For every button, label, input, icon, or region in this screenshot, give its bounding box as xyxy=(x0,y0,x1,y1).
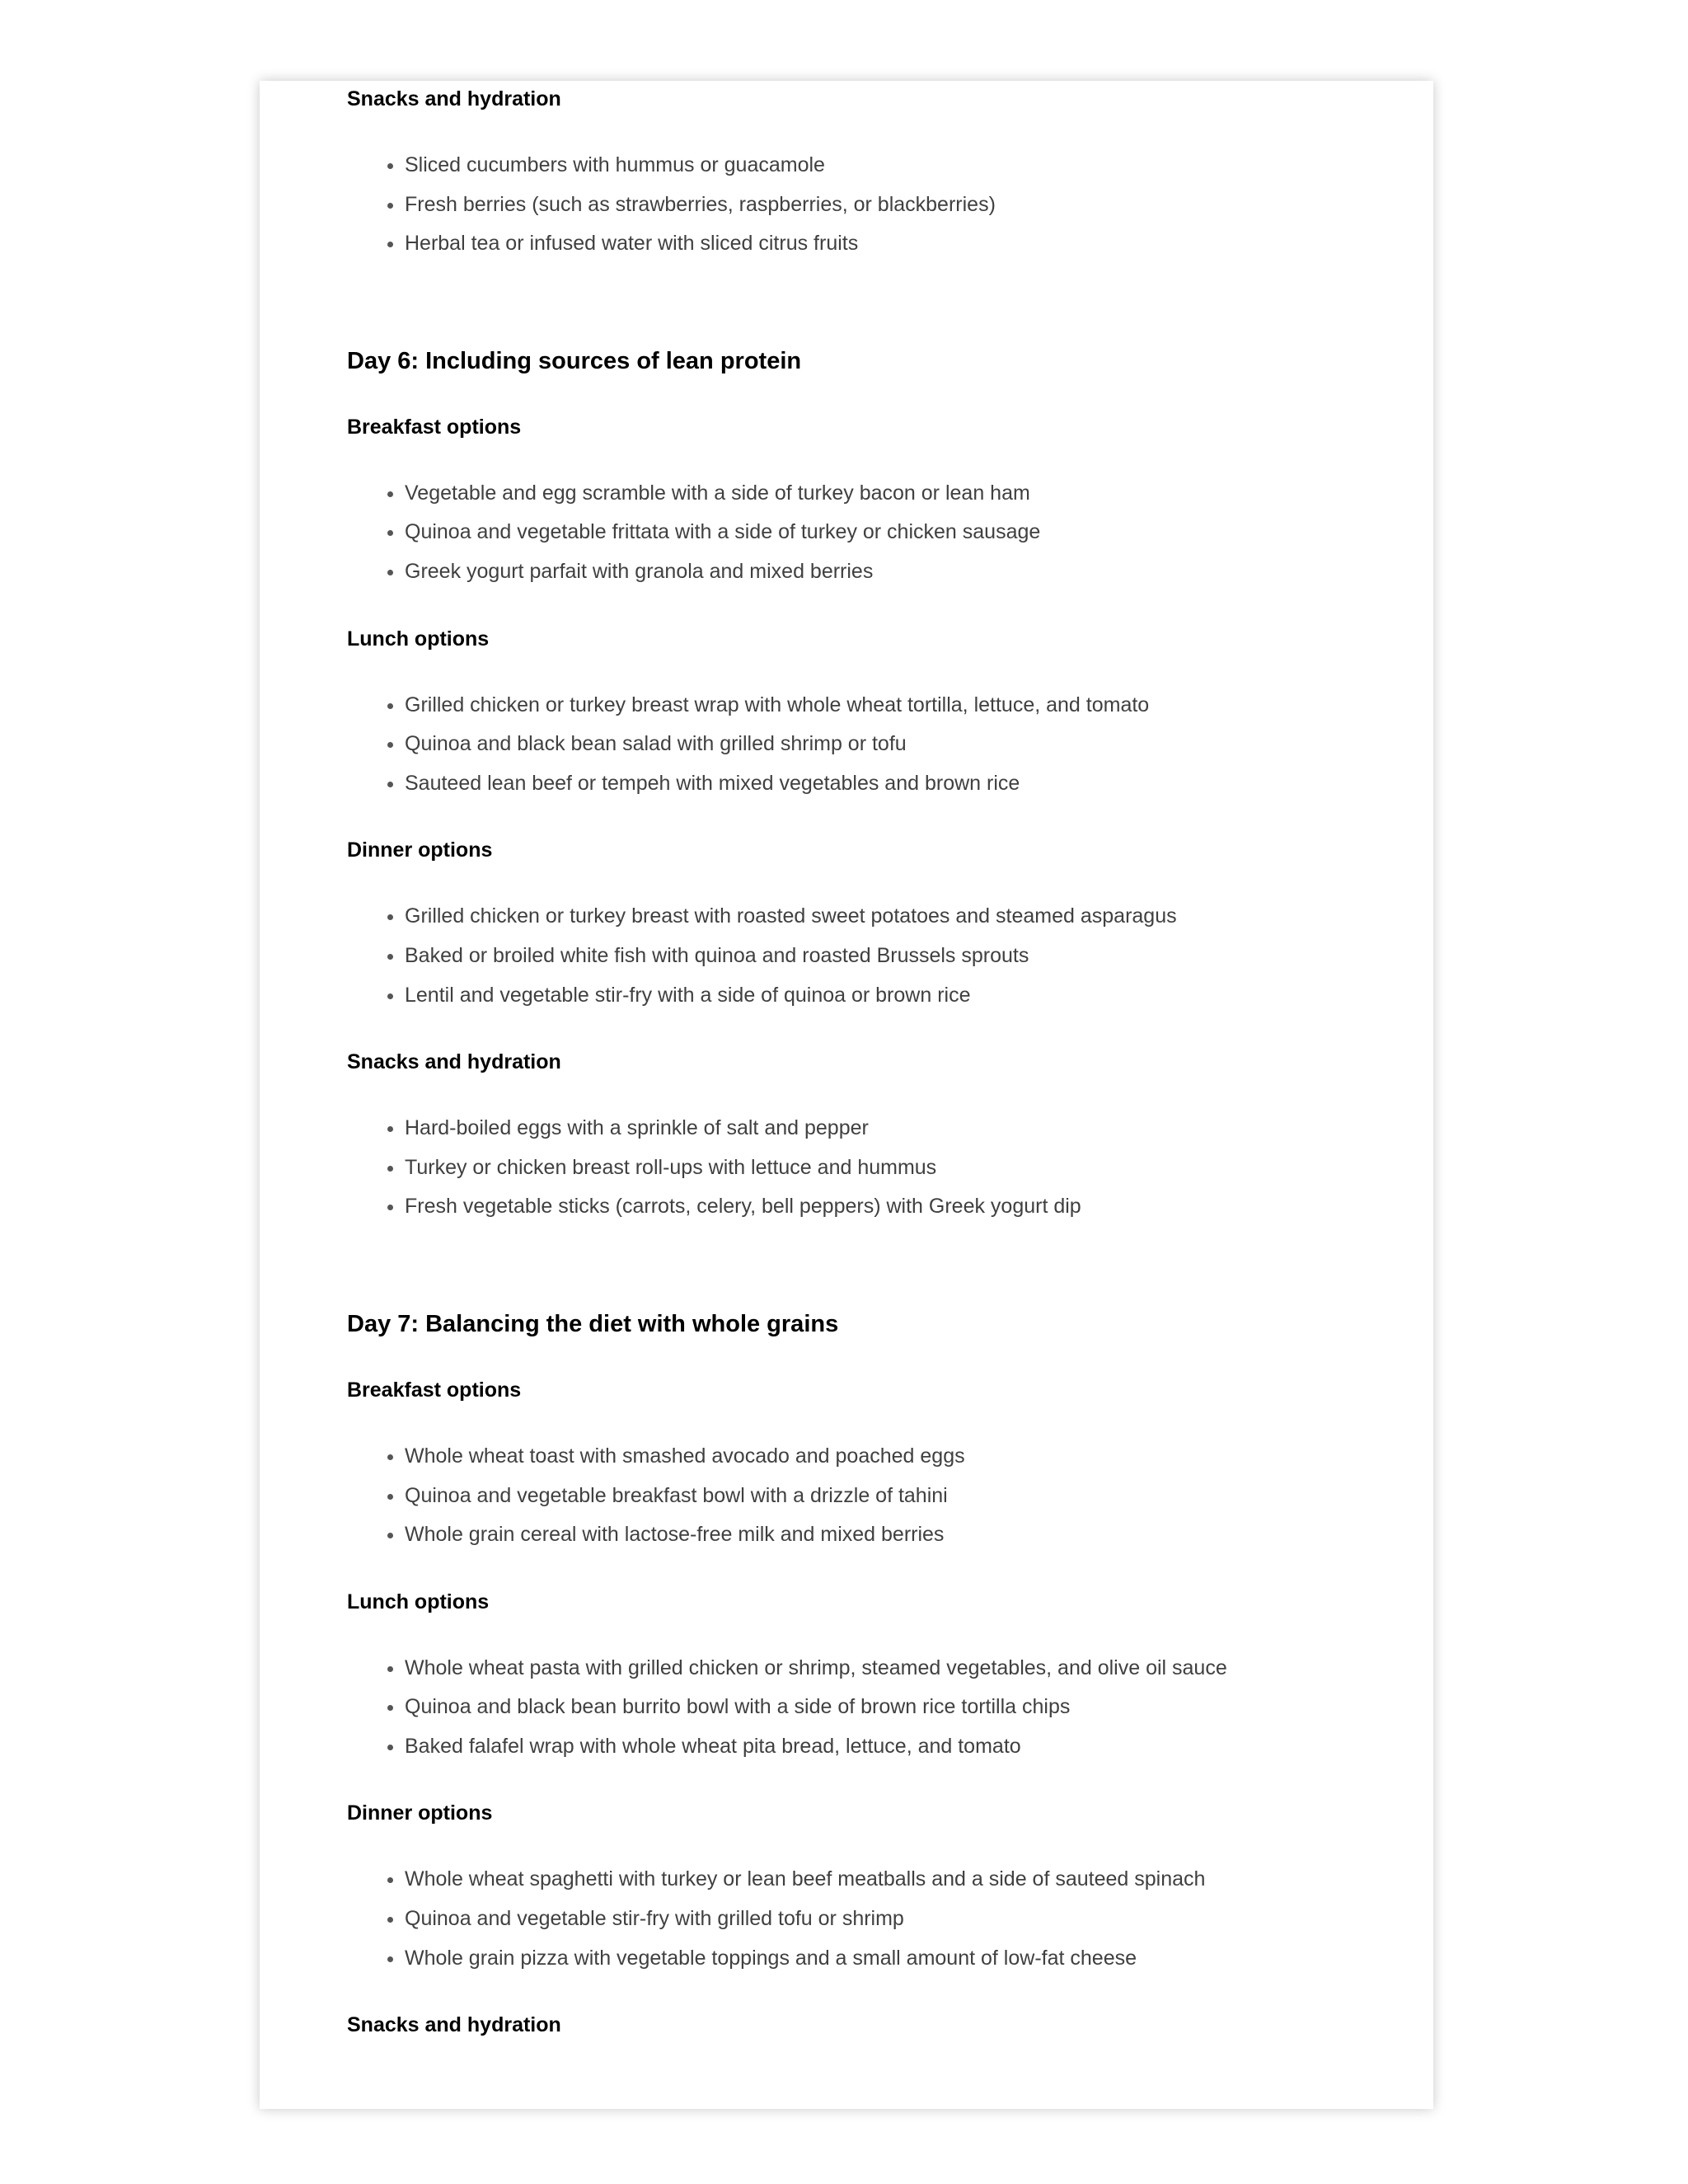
list-breakfast xyxy=(347,1437,1377,1555)
list-dinner xyxy=(347,1860,1377,1978)
list-item: • Herbal tea or infused water with sliced citrus fruits xyxy=(405,224,1377,264)
list-item: • Quinoa and vegetable breakfast bowl with a drizzle of tahini xyxy=(405,1477,1377,1516)
list-item: • Fresh vegetable sticks (carrots, celery, bell peppers) with Greek yogurt dip xyxy=(405,1187,1377,1227)
list-item: • Sauteed lean beef or tempeh with mixed vegetables and brown rice xyxy=(405,764,1377,804)
list-breakfast xyxy=(347,474,1377,592)
list-item: • Greek yogurt parfait with granola and mixed berries xyxy=(405,552,1377,592)
list-item: • Fresh berries (such as strawberries, raspberries, or blackberries) xyxy=(405,186,1377,225)
list-item: • Grilled chicken or turkey breast with roasted sweet potatoes and steamed asparagus xyxy=(405,897,1377,937)
document-page xyxy=(260,81,1433,2109)
list-item: • Grilled chicken or turkey breast wrap with whole wheat tortilla, lettuce, and tomato xyxy=(405,686,1377,726)
day-7-heading: Day 7: Balancing the diet with whole grains xyxy=(347,1310,839,1337)
list-lunch xyxy=(347,1649,1377,1767)
list-item: • Lentil and vegetable stir-fry with a side of quinoa or brown rice xyxy=(405,976,1377,1016)
subheading-lunch: Lunch options xyxy=(347,627,490,651)
list-item: • Turkey or chicken breast roll-ups with lettuce and hummus xyxy=(405,1148,1377,1188)
document-content xyxy=(347,81,1377,2043)
list-item: • Quinoa and vegetable stir-fry with grilled tofu or shrimp xyxy=(405,1900,1377,1939)
subheading-dinner: Dinner options xyxy=(347,1801,493,1825)
list-item: • Quinoa and black bean salad with grilled shrimp or tofu xyxy=(405,725,1377,764)
list-item: • Whole wheat spaghetti with turkey or lean beef meatballs and a side of sauteed spinach xyxy=(405,1860,1377,1900)
list-snacks xyxy=(347,146,1377,264)
list-item: • Whole grain cereal with lactose-free milk and mixed berries xyxy=(405,1515,1377,1555)
list-snacks xyxy=(347,1109,1377,1227)
list-item: • Baked falafel wrap with whole wheat pita bread, lettuce, and tomato xyxy=(405,1727,1377,1767)
subheading-lunch: Lunch options xyxy=(347,1590,490,1613)
subheading-snacks-hydration: Snacks and hydration xyxy=(347,1050,561,1074)
subheading-snacks-hydration: Snacks and hydration xyxy=(347,87,561,110)
subheading-breakfast: Breakfast options xyxy=(347,415,522,439)
day-6-heading: Day 6: Including sources of lean protein xyxy=(347,347,802,374)
list-item: • Whole wheat toast with smashed avocado and poached eggs xyxy=(405,1437,1377,1477)
list-item: • Hard-boiled eggs with a sprinkle of salt and pepper xyxy=(405,1109,1377,1148)
list-item: • Whole wheat pasta with grilled chicken or shrimp, steamed vegetables, and olive oil sauce xyxy=(405,1649,1377,1688)
subheading-snacks-hydration: Snacks and hydration xyxy=(347,2013,561,2037)
subheading-dinner: Dinner options xyxy=(347,838,493,862)
list-item: • Baked or broiled white fish with quinoa and roasted Brussels sprouts xyxy=(405,937,1377,976)
list-item: • Sliced cucumbers with hummus or guacamole xyxy=(405,146,1377,186)
list-item: • Quinoa and black bean burrito bowl with a side of brown rice tortilla chips xyxy=(405,1688,1377,1727)
list-item: • Whole grain pizza with vegetable toppings and a small amount of low-fat cheese xyxy=(405,1939,1377,1979)
list-lunch xyxy=(347,686,1377,804)
subheading-breakfast: Breakfast options xyxy=(347,1378,522,1402)
list-dinner xyxy=(347,897,1377,1015)
list-item: • Vegetable and egg scramble with a side of turkey bacon or lean ham xyxy=(405,474,1377,514)
list-item: • Quinoa and vegetable frittata with a side of turkey or chicken sausage xyxy=(405,513,1377,552)
